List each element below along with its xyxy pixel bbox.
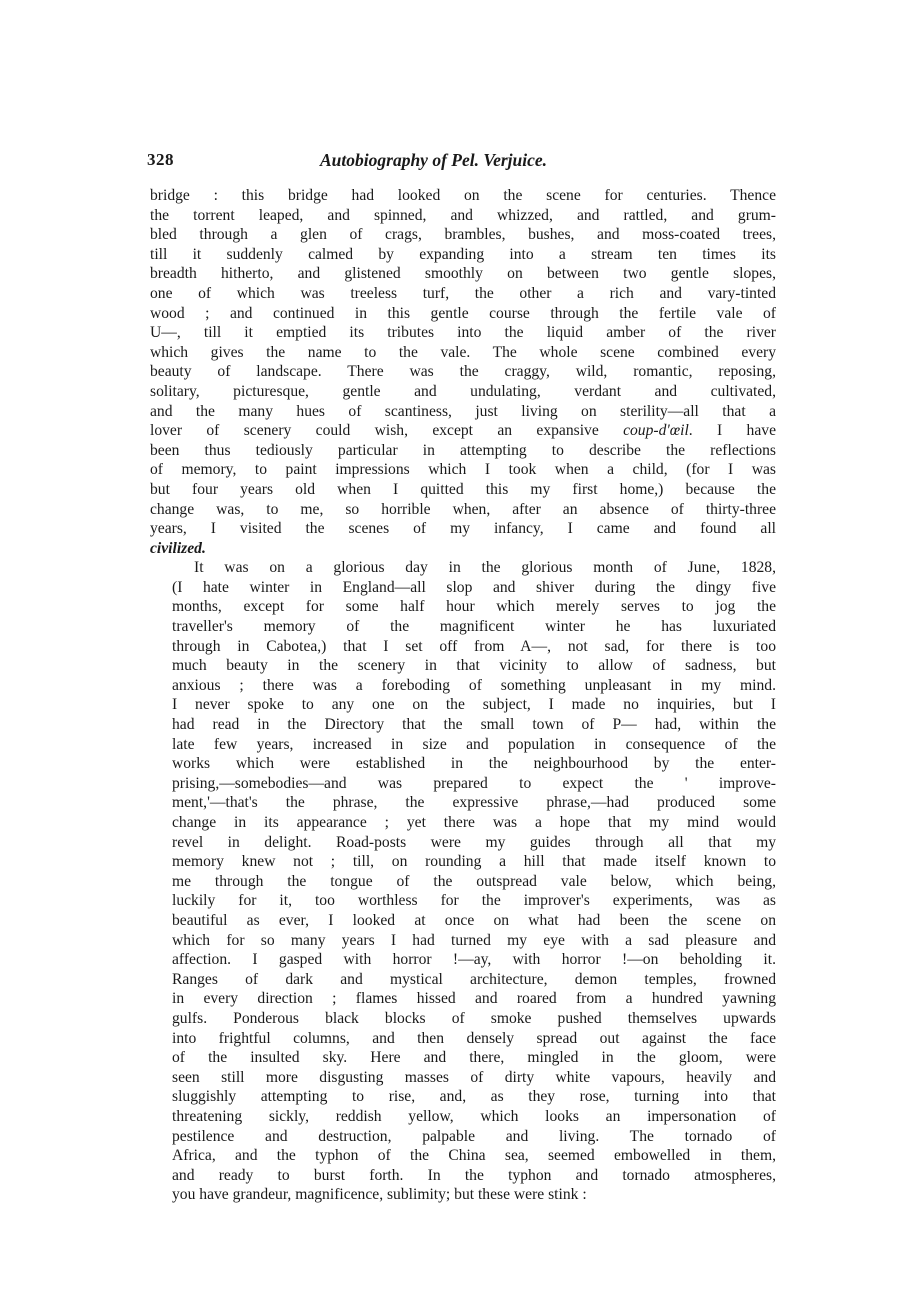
text-line: ment,'—that's the phrase, the expressive phrase,—had produced some xyxy=(172,794,776,812)
text-line: lover of scenery could wish, except an expansive coup-d'œil. I have xyxy=(150,422,776,440)
text-line: of the insulted sky. Here and there, mingled in the gloom, were xyxy=(172,1049,776,1067)
text-line: luckily for it, too worthless for the improver's experiments, was as xyxy=(172,892,776,910)
text-line: change in its appearance ; yet there was a hope that my mind would xyxy=(172,814,776,831)
text-line: you have grandeur, magnificence, sublimity; but these were stink : xyxy=(172,1186,587,1204)
text-line: but four years old when I quitted this my first home,) because the xyxy=(150,480,776,498)
running-title: Autobiography of Pel. Verjuice. xyxy=(320,150,548,170)
text-line: It was on a glorious day in the glorious month of June, 1828, xyxy=(194,559,776,577)
text-line: which for so many years I had turned my eye with a sad pleasure and xyxy=(172,931,776,949)
text-line: Africa, and the typhon of the China sea, seemed embowelled in them, xyxy=(172,1147,776,1165)
text-line: solitary, picturesque, gentle and undulating, verdant and cultivated, xyxy=(150,382,776,400)
text-line: one of which was treeless turf, the other a rich and vary-tinted xyxy=(150,284,776,302)
text-line: beauty of landscape. There was the craggy, wild, romantic, reposing, xyxy=(150,363,776,381)
text-line: much beauty in the scenery in that vicinity to allow of sadness, but xyxy=(172,657,776,675)
text-line: seen still more disgusting masses of dirty white vapours, heavily and xyxy=(172,1068,776,1086)
book-page xyxy=(147,150,776,1205)
text-line: traveller's memory of the magnificent winter he has luxuriated xyxy=(172,618,776,636)
text-line: affection. I gasped with horror !—ay, with horror !—on beholding it. xyxy=(172,951,776,969)
text-line: anxious ; there was a foreboding of something unpleasant in my mind. xyxy=(172,676,776,694)
text-line: works which were established in the neighbourhood by the enter- xyxy=(172,755,776,773)
page-number: 328 xyxy=(147,150,174,169)
text-line: sluggishly attempting to rise, and, as they rose, turning into that xyxy=(172,1088,776,1106)
text-line: in every direction ; flames hissed and roared from a hundred yawning xyxy=(172,990,776,1008)
text-line: been thus tediously particular in attempting to describe the reflections xyxy=(150,441,776,459)
text-line: bled through a glen of crags, brambles, bushes, and moss-coated trees, xyxy=(150,226,776,244)
paragraph xyxy=(150,186,776,558)
text-line: I never spoke to any one on the subject, I made no inquiries, but I xyxy=(172,696,776,714)
text-line: beautiful as ever, I looked at once on what had been the scene on xyxy=(172,911,776,929)
text-line: had read in the Directory that the small town of P— had, within the xyxy=(172,716,776,734)
text-line: (I hate winter in England—all slop and shiver during the dingy five xyxy=(172,578,776,596)
text-line: change was, to me, so horrible when, after an absence of thirty-three xyxy=(150,500,776,518)
running-head xyxy=(147,150,776,174)
text-line: Ranges of dark and mystical architecture, demon temples, frowned xyxy=(172,970,776,988)
text-line: threatening sickly, reddish yellow, which looks an impersonation of xyxy=(172,1107,776,1125)
paragraph xyxy=(150,558,776,1205)
text-line: late few years, increased in size and population in consequence of the xyxy=(172,735,776,753)
text-line: the torrent leaped, and spinned, and whizzed, and rattled, and grum- xyxy=(150,206,776,224)
text-line: and the many hues of scantiness, just living on sterility—all that a xyxy=(150,402,776,420)
text-line: gulfs. Ponderous black blocks of smoke pushed themselves upwards xyxy=(172,1009,776,1027)
text-line: me through the tongue of the outspread vale below, which being, xyxy=(172,872,776,890)
text-line: civilized. xyxy=(150,539,206,557)
text-line: prising,—somebodies—and was prepared to expect the ' improve- xyxy=(172,774,776,792)
text-line: pestilence and destruction, palpable and living. The tornado of xyxy=(172,1127,776,1145)
text-line: and ready to burst forth. In the typhon and tornado atmospheres, xyxy=(172,1166,776,1184)
text-line: months, except for some half hour which merely serves to jog the xyxy=(172,598,776,616)
text-line: bridge : this bridge had looked on the scene for centuries. Thence xyxy=(150,187,776,204)
text-line: years, I visited the scenes of my infancy, I came and found all xyxy=(150,520,776,538)
text-line: through in Cabotea,) that I set off from A—, not sad, for there is too xyxy=(172,637,776,655)
text-line: memory knew not ; till, on rounding a hill that made itself known to xyxy=(172,853,776,871)
text-line: till it suddenly calmed by expanding into a stream ten times its xyxy=(150,245,776,263)
body-text xyxy=(150,186,776,1205)
text-line: wood ; and continued in this gentle course through the fertile vale of xyxy=(150,304,776,322)
text-line: which gives the name to the vale. The whole scene combined every xyxy=(150,343,776,361)
text-line: of memory, to paint impressions which I took when a child, (for I was xyxy=(150,461,776,479)
text-line: into frightful columns, and then densely spread out against the face xyxy=(172,1029,776,1047)
text-line: revel in delight. Road-posts were my guides through all that my xyxy=(172,833,776,851)
text-line: U—, till it emptied its tributes into the liquid amber of the river xyxy=(150,324,776,342)
text-line: breadth hitherto, and glistened smoothly on between two gentle slopes, xyxy=(150,265,776,283)
